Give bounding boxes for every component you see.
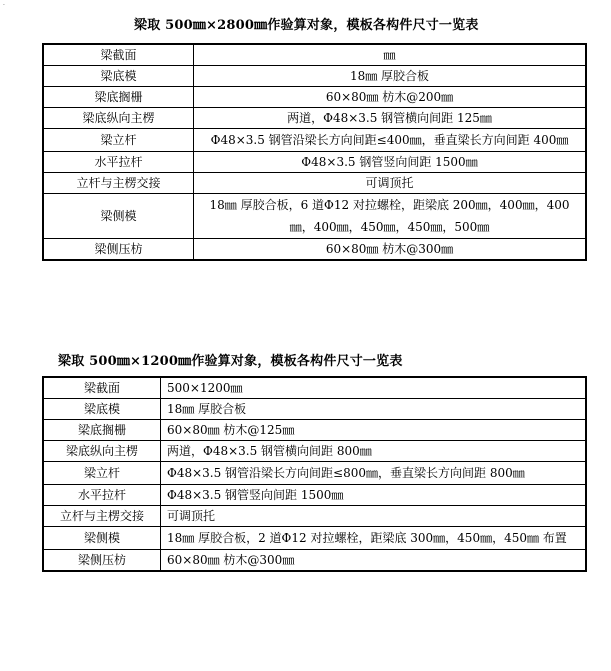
row-value: 18㎜ 厚胶合板 xyxy=(194,66,587,87)
row-label: 梁底纵向主楞 xyxy=(43,108,194,129)
row-value: 500×1200㎜ xyxy=(161,377,587,399)
row-label: 立杆与主楞交接 xyxy=(43,506,161,527)
table2 xyxy=(42,376,587,572)
row-label: 水平拉杆 xyxy=(43,152,194,173)
row-label: 梁底模 xyxy=(43,66,194,87)
row-value: ㎜ xyxy=(194,44,587,66)
row-value: 两道，Φ48×3.5 钢管横向间距 125㎜ xyxy=(194,108,587,129)
row-value: Φ48×3.5 钢管竖向间距 1500㎜ xyxy=(161,485,587,506)
table-row xyxy=(43,129,586,152)
table-row xyxy=(43,527,586,550)
row-label: 水平拉杆 xyxy=(43,485,161,506)
table1-title: 梁取 500㎜×2800㎜作验算对象，模板各构件尺寸一览表 xyxy=(134,18,479,33)
table-row xyxy=(43,152,586,173)
table1 xyxy=(42,43,587,261)
row-value: Φ48×3.5 钢管沿梁长方向间距≤400㎜，垂直梁长方向间距 400㎜ xyxy=(194,129,587,152)
row-label: 立杆与主楞交接 xyxy=(43,173,194,194)
table-row xyxy=(43,377,586,399)
row-value: Φ48×3.5 钢管沿梁长方向间距≤800㎜，垂直梁长方向间距 800㎜ xyxy=(161,462,587,485)
row-label: 梁侧模 xyxy=(43,527,161,550)
table-row xyxy=(43,550,586,572)
row-value: 18㎜ 厚胶合板，6 道Φ12 对拉螺栓，距梁底 200㎜，400㎜，400㎜，400㎜，450㎜，450㎜，500㎜ xyxy=(194,194,587,239)
table-row xyxy=(43,420,586,441)
row-value: 18㎜ 厚胶合板 xyxy=(161,399,587,420)
corner-mark: · xyxy=(3,2,5,9)
table-row xyxy=(43,194,586,239)
row-value: 60×80㎜ 枋木@300㎜ xyxy=(161,550,587,572)
row-value: 60×80㎜ 枋木@200㎜ xyxy=(194,87,587,108)
row-label: 梁底搁栅 xyxy=(43,87,194,108)
table-row xyxy=(43,485,586,506)
table-row xyxy=(43,506,586,527)
row-value: 可调顶托 xyxy=(161,506,587,527)
row-value: 18㎜ 厚胶合板，2 道Φ12 对拉螺栓，距梁底 300㎜，450㎜，450㎜ 布置 xyxy=(161,527,587,550)
table-row xyxy=(43,44,586,66)
row-label: 梁截面 xyxy=(43,377,161,399)
row-label: 梁底模 xyxy=(43,399,161,420)
table-row xyxy=(43,87,586,108)
row-label: 梁侧压枋 xyxy=(43,550,161,572)
table-row xyxy=(43,399,586,420)
row-value: Φ48×3.5 钢管竖向间距 1500㎜ xyxy=(194,152,587,173)
row-label: 梁立杆 xyxy=(43,129,194,152)
row-label: 梁立杆 xyxy=(43,462,161,485)
table-row xyxy=(43,441,586,462)
table2-title: 梁取 500㎜×1200㎜作验算对象，模板各构件尺寸一览表 xyxy=(58,354,403,369)
row-label: 梁底搁栅 xyxy=(43,420,161,441)
table-row xyxy=(43,239,586,261)
table-row xyxy=(43,66,586,87)
table-row xyxy=(43,462,586,485)
row-label: 梁侧模 xyxy=(43,194,194,239)
table-row xyxy=(43,173,586,194)
row-label: 梁底纵向主楞 xyxy=(43,441,161,462)
row-value: 60×80㎜ 枋木@125㎜ xyxy=(161,420,587,441)
row-label: 梁截面 xyxy=(43,44,194,66)
row-value: 两道，Φ48×3.5 钢管横向间距 800㎜ xyxy=(161,441,587,462)
row-value: 可调顶托 xyxy=(194,173,587,194)
table-row xyxy=(43,108,586,129)
row-label: 梁侧压枋 xyxy=(43,239,194,261)
row-value: 60×80㎜ 枋木@300㎜ xyxy=(194,239,587,261)
